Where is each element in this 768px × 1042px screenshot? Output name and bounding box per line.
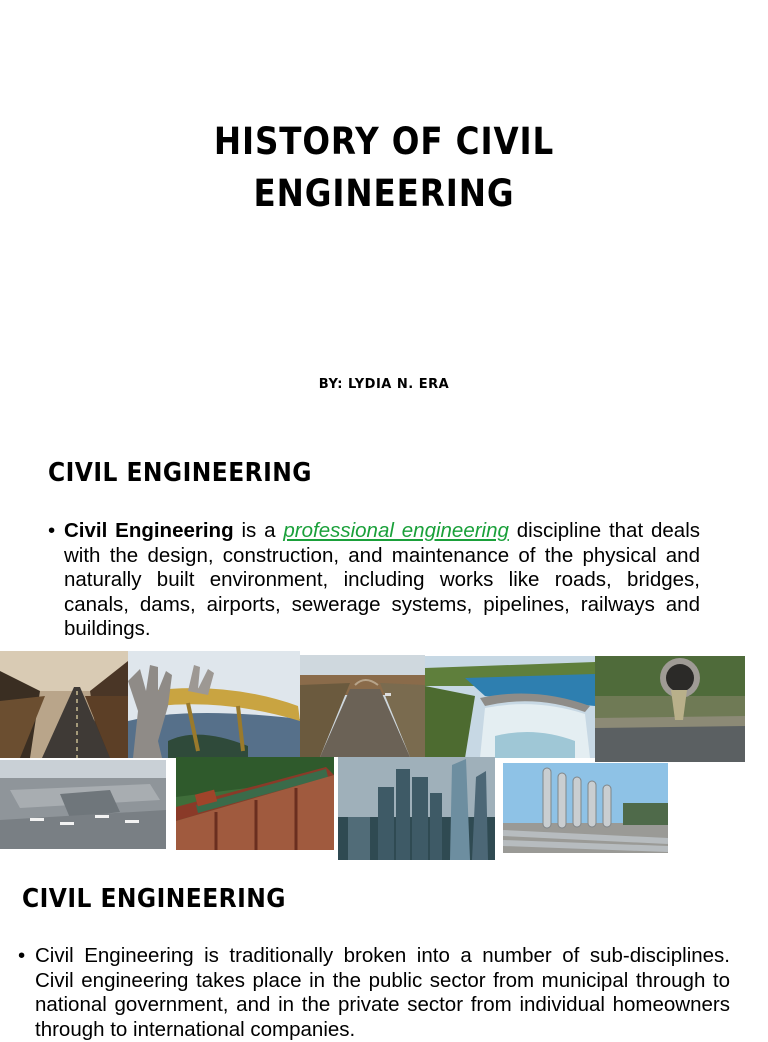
skyscrapers-photo bbox=[338, 757, 495, 860]
title-line-1: HISTORY OF CIVIL bbox=[213, 120, 555, 163]
title-slide bbox=[0, 0, 768, 440]
bullet-text-part: is a bbox=[233, 519, 284, 542]
dam-photo bbox=[425, 656, 595, 758]
airport-photo bbox=[0, 760, 166, 849]
slide3-bullet bbox=[18, 944, 730, 1042]
slide2-bullet bbox=[48, 519, 700, 642]
road-photo bbox=[0, 651, 128, 758]
sewer-pipe-photo bbox=[595, 656, 745, 762]
author-byline: BY: LYDIA N. ERA bbox=[318, 377, 450, 392]
bullet-marker: • bbox=[48, 519, 56, 542]
bullet-text bbox=[64, 519, 700, 642]
slide2-heading: CIVIL ENGINEERING bbox=[48, 458, 312, 488]
bullet-marker: • bbox=[18, 944, 26, 967]
presentation-title bbox=[46, 116, 722, 220]
canal-photo bbox=[300, 655, 425, 757]
bullet-text: Civil Engineering is traditionally broken into a number of sub-disciplines. Civil engineering takes place in the public sector from municipal through to national government, and in the private sector from individual homeowners through to international companies. bbox=[35, 944, 730, 1041]
pipelines-photo bbox=[503, 763, 668, 853]
bullet-text-part: discipline that deals with the design, construction, and maintenance of the physical and naturally built environment, including works like roads, bridges, canals, dams, airports, sewerage systems, pipelines, railways and buildings. bbox=[64, 519, 700, 640]
bold-term: Civil Engineering bbox=[64, 519, 234, 542]
railway-bridge-photo bbox=[176, 757, 334, 850]
slide3-heading: CIVIL ENGINEERING bbox=[22, 884, 286, 914]
professional-engineering-link[interactable]: professional engineering bbox=[283, 519, 509, 542]
bridge-hands-photo bbox=[128, 651, 300, 758]
title-line-2: ENGINEERING bbox=[253, 172, 515, 215]
